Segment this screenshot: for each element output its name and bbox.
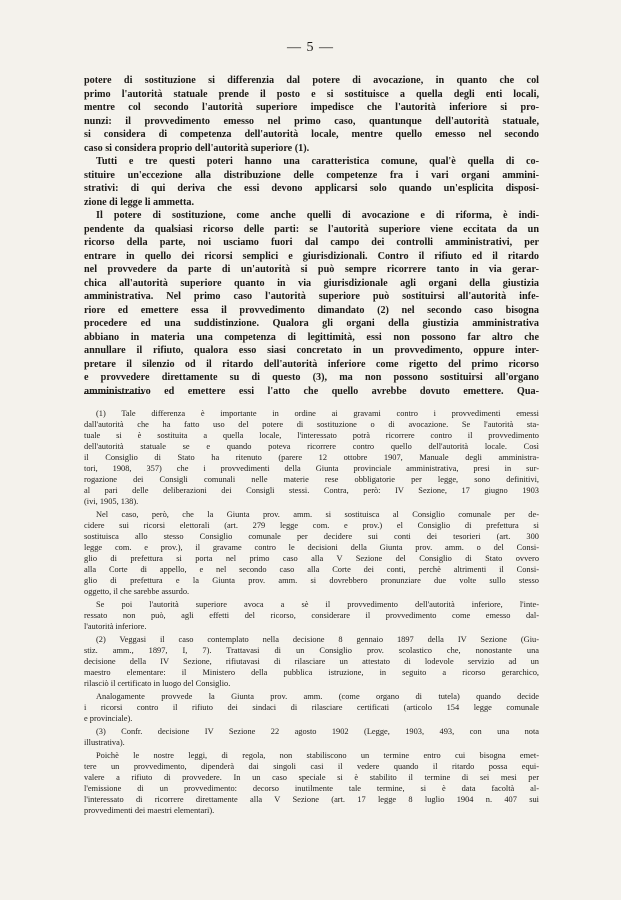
footnote-line: (1) Tale differenza è importante in ordine ai gravami contro i provvedimenti emessi (96, 409, 539, 418)
footnote-line: l'emissione di un provvedimento: decorso inutilmente tale termine, si è data facoltà al- (84, 784, 539, 793)
footnote-line: (2) Veggasi il caso contemplato nella decisione 8 gennaio 1897 della IV Sezione (Giu- (96, 635, 539, 644)
body-line: strativi: di qui deriva che essi devono applicarsi solo quando un'esplicita disposi- (84, 183, 539, 194)
body-line: abbiano in materia una competenza di legittimità, essi non possono far altro che (84, 331, 539, 343)
body-line: mentre col secondo l'autorità superiore impedisce che l'autorità inferiore si pro- (84, 102, 539, 113)
footnote-line: valere a rifiuto di provvedere. In un caso speciale si è stabilito il termine di sei mesi per (84, 773, 539, 782)
footnote-paragraph (84, 408, 539, 507)
footnote-paragraph (84, 750, 539, 816)
body-line: stituire un'eccezione alla distribuzione delle competenze fra i vari organi ammini- (84, 169, 539, 181)
footnote-paragraph (84, 634, 539, 689)
footnote-line: i ricorsi contro il rifiuto dei sindaci di rilasciare certificati (articolo 154 legge comunale (84, 703, 539, 712)
body-line: ricorso della parte, noi usciamo fuori dal campo dei controlli amministrativi, per (84, 237, 539, 248)
footnote-line: dell'autorità statuale se e quando poteva ricorrere contro quello dell'autorità locale. Così (84, 442, 539, 451)
footnote-line: rilasciò il certificato in luogo del Consiglio. (84, 679, 231, 688)
footnote-separator (84, 393, 144, 394)
footnote-line: l'autorità inferiore. (84, 622, 147, 631)
body-line: si considera di competenza dell'autorità locale, mentre quello emesso nel secondo (84, 129, 539, 140)
footnote-line: tuale si è sostituita a quella locale, l'interessato potrà ricorrere contro il provvedimento (84, 431, 539, 440)
footnote-line: maestro elementare: il Ministero della pubblica istruzione, in seguito a ricorso gerarchico, (84, 668, 539, 677)
body-line: annullare il rifiuto, qualora esso siasi concretato in un provvedimento, oppure inter- (84, 345, 539, 356)
body-line: nunzi: il provvedimento emesso nel primo caso, quantunque dell'autorità statuale, (84, 115, 539, 127)
body-line: amministrativo ed emettere essi l'atto che quello avrebbe dovuto emettere. Qua- (84, 385, 539, 397)
body-line: nel provvedere da parte di un'autorità si può sempre ricorrere tanto in via gerar- (84, 264, 539, 275)
body-line: Tutti e tre questi poteri hanno una caratteristica comune, qual'è quella di co- (96, 156, 539, 167)
body-line: procedere ed una suddistinzione. Qualora gli organi della giustizia amministrativa (84, 318, 539, 329)
footnote-line: stiz. amm., 1897, I, 7). Trattavasi di un Consiglio prov. scolastico che, nonostante una (84, 646, 539, 655)
body-line: chica all'autorità superiore quanto in via giurisdizionale agli organi della giustizia (84, 277, 539, 289)
body-line: primo l'autorità statuale prende il posto e si sostituisce a quella degli enti locali, (84, 88, 539, 100)
footnote-line: tori, 1908, 357) che i provvedimenti della Giunta provinciale amministrativa, presi in sur- (84, 464, 539, 473)
footnote-line: Nel caso, però, che la Giunta prov. amm. si sostituisca al Consiglio comunale per de- (96, 510, 539, 519)
body-line: pendente da qualsiasi ricorso delle parti: se l'autorità superiore viene eccitata da un (84, 223, 539, 235)
footnote-line: Analogamente provvede la Giunta prov. amm. (come organo di tutela) quando decide (96, 692, 539, 701)
footnote-line: rogazione dei Consigli comunali nelle materie rese obbligatorie per legge, sono definitivi, (84, 475, 539, 484)
footnote-line: decisione della IV Sezione, rifiutavasi di rilasciare un attestato di lodevole servizio ad un (84, 657, 539, 666)
footnote-line: illustrativa). (84, 738, 125, 747)
footnote-line: dall'autorità che ha fatto uso del potere di sostituzione o di avocazione. Se l'autorità sta- (84, 420, 539, 429)
body-line: e provvedere direttamente su di questo (3), ma non possono sostituirsi all'organo (84, 372, 539, 383)
main-body-text (84, 74, 539, 398)
footnote-line: sostituisca allo stesso Consiglio comunale per decidere sui conti dei tesorieri (art. 300 (84, 532, 539, 541)
footnote-line: Poichè le nostre leggi, di regola, non stabiliscono un termine entro cui bisogna emet- (96, 751, 539, 760)
footnote-paragraph (84, 509, 539, 597)
footnote-line: glio di prefettura e la Giunta prov. amm. si dovrebbero pronunziare due volte sullo stesso (84, 576, 539, 585)
footnote-line: l'interessato di ricorrere direttamente alla V Sezione (art. 17 legge 8 luglio 1904 n. 407 sui (84, 795, 539, 804)
body-line: Il potere di sostituzione, come anche quelli di avocazione e di riforma, è indi- (96, 210, 539, 221)
footnote-line: provvedimenti dei maestri elementari). (84, 806, 215, 815)
footnote-line: cidere sui ricorsi elettorali (art. 279 legge com. e prov.) el Consiglio di prefettura si (84, 521, 539, 530)
body-line: pretare il silenzio od il ritardo dell'autorità inferiore come rigetto del primo ricorso (84, 358, 539, 370)
footnote-line: legge com. e prov.), il gravame contro le decisioni della Giunta prov. amm. o del Consi- (84, 543, 539, 552)
footnote-paragraph (84, 691, 539, 724)
footnotes (84, 408, 539, 818)
page-number: — 5 — (287, 40, 334, 55)
footnote-paragraph (84, 726, 539, 748)
footnote-line: e provinciale). (84, 714, 133, 723)
footnote-line: ressato non può, agli effetti del ricorso, considerare il provvedimento come emesso dal- (84, 611, 539, 620)
footnote-line: alla Corte di appello, e nel secondo caso alla Corte dei conti, perchè altrimenti il Consi- (84, 565, 539, 574)
body-line: caso si considera proprio dell'autorità superiore (1). (84, 142, 310, 154)
body-line: entrare in quello dei ricorsi semplici e giurisdizionali. Contro il rifiuto ed il ritardo (84, 250, 539, 262)
footnote-line: il Consiglio di Stato ha ritenuto (parere 12 ottobre 1907, Manuale degli amministra- (84, 453, 539, 462)
footnote-line: oggetto, il che sarebbe assurdo. (84, 587, 190, 596)
footnote-paragraph (84, 599, 539, 632)
body-line: riore ed emettere essa il provvedimento dimandato (2) nel secondo caso bisogna (84, 304, 539, 316)
footnote-line: Se poi l'autorità superiore avoca a sè il provvedimento dell'autorità inferiore, l'inte- (96, 600, 539, 609)
body-line: amministrativa. Nel primo caso l'autorità superiore può sostituirsi all'autorità infe- (84, 291, 539, 302)
body-line: potere di sostituzione si differenzia dal potere di avocazione, in quanto che col (84, 75, 539, 86)
footnote-line: (ivi, 1905, 138). (84, 497, 139, 506)
footnote-line: (3) Confr. decisione IV Sezione 22 agosto 1902 (Legge, 1903, 493, con una nota (96, 727, 539, 736)
footnote-line: glio di prefettura si porta nel primo caso alla V Sezione del Consiglio di Stato ovvero (84, 554, 539, 563)
body-line: zione di legge li ammetta. (84, 196, 195, 208)
footnote-line: al pari delle deliberazioni dei Consigli stessi. Contra, però: IV Sezione, 17 giugno 1903 (84, 486, 539, 495)
footnote-line: tere un provvedimento, dipenderà dai singoli casi il vedere quando il ritardo possa equi- (84, 762, 539, 771)
